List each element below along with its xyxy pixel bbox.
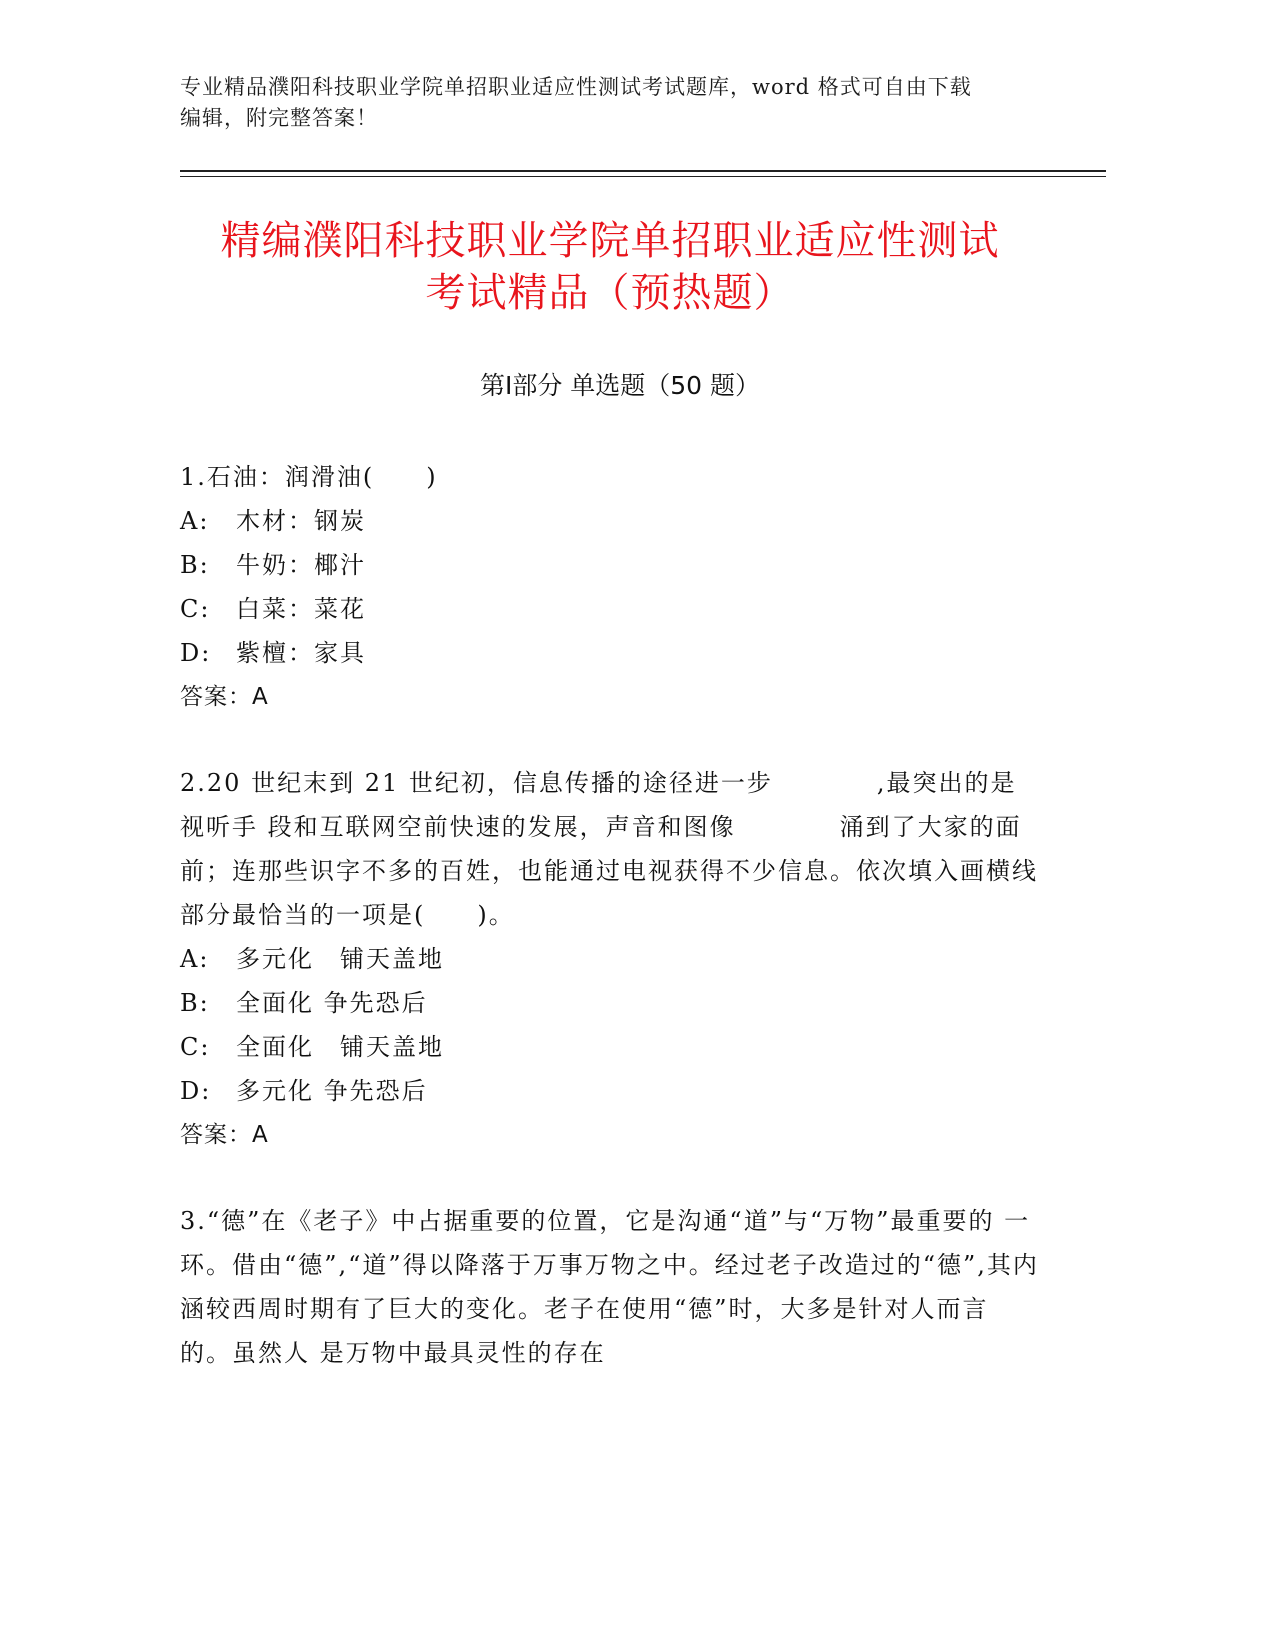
option-label: B: <box>180 989 210 1017</box>
answer: 答案：A <box>180 684 269 710</box>
option-label: A: <box>180 945 210 973</box>
option-a <box>180 937 1040 981</box>
option-c <box>180 1025 1040 1069</box>
option-d <box>180 631 1040 675</box>
option-text: 牛奶：椰汁 <box>236 551 366 579</box>
option-c <box>180 587 1040 631</box>
document-title <box>160 215 1060 319</box>
question-list <box>180 455 1049 1417</box>
option-label: C: <box>180 1033 211 1061</box>
header-note-line2: 编辑，附完整答案！ <box>180 106 378 130</box>
section-heading: 第Ⅰ部分 单选题（50 题） <box>479 371 761 400</box>
option-b <box>180 543 1040 587</box>
option-b <box>180 981 1040 1025</box>
option-a <box>180 499 1040 543</box>
question-stem: 2.20 世纪末到 21 世纪初，信息传播的途径进一步 ,最突出的是视听手 段和互联网空前快速的发展，声音和图像 涌到了大家的面前；连那些识字不多的百姓，也能通过电视获得不少信息。依次填入画横线部分最恰当的一项是( )。 <box>180 769 1038 929</box>
option-label: B: <box>180 551 210 579</box>
option-text: 木材：钢炭 <box>236 507 366 535</box>
option-label: C: <box>180 595 211 623</box>
question-stem: 1.石油：润滑油( ) <box>180 463 438 491</box>
question-stem: 3.“德”在《老子》中占据重要的位置，它是沟通“道”与“万物”最重要的 一环。借由“德”,“道”得以降落于万事万物之中。经过老子改造过的“德”,其内 涵较西周时期有了巨大的变化。老子在使用“德”时，大多是针对人而言的。虽然人 是万物中最具灵性的存在 <box>180 1207 1049 1367</box>
option-text: 全面化 铺天盖地 <box>236 1033 444 1061</box>
option-text: 多元化 争先恐后 <box>236 1077 428 1105</box>
document-title-line2: 考试精品（预热题） <box>425 270 795 316</box>
option-d <box>180 1069 1040 1113</box>
answer: 答案：A <box>180 1122 269 1148</box>
header-note <box>180 72 1060 134</box>
question-2 <box>180 761 1040 1157</box>
header-rule-thin <box>180 176 1106 177</box>
option-text: 白菜：菜花 <box>236 595 366 623</box>
question-3 <box>180 1199 1049 1375</box>
header-note-line1: 专业精品濮阳科技职业学院单招职业适应性测试考试题库，word 格式可自由下载 <box>180 75 972 99</box>
question-1 <box>180 455 1040 719</box>
option-label: D: <box>180 1077 212 1105</box>
option-text: 多元化 铺天盖地 <box>236 945 444 973</box>
document-title-line1: 精编濮阳科技职业学院单招职业适应性测试 <box>220 218 1000 264</box>
option-label: A: <box>180 507 210 535</box>
option-text: 全面化 争先恐后 <box>236 989 428 1017</box>
option-text: 紫檀：家具 <box>236 639 366 667</box>
header-rule-thick <box>180 170 1106 172</box>
option-label: D: <box>180 639 212 667</box>
